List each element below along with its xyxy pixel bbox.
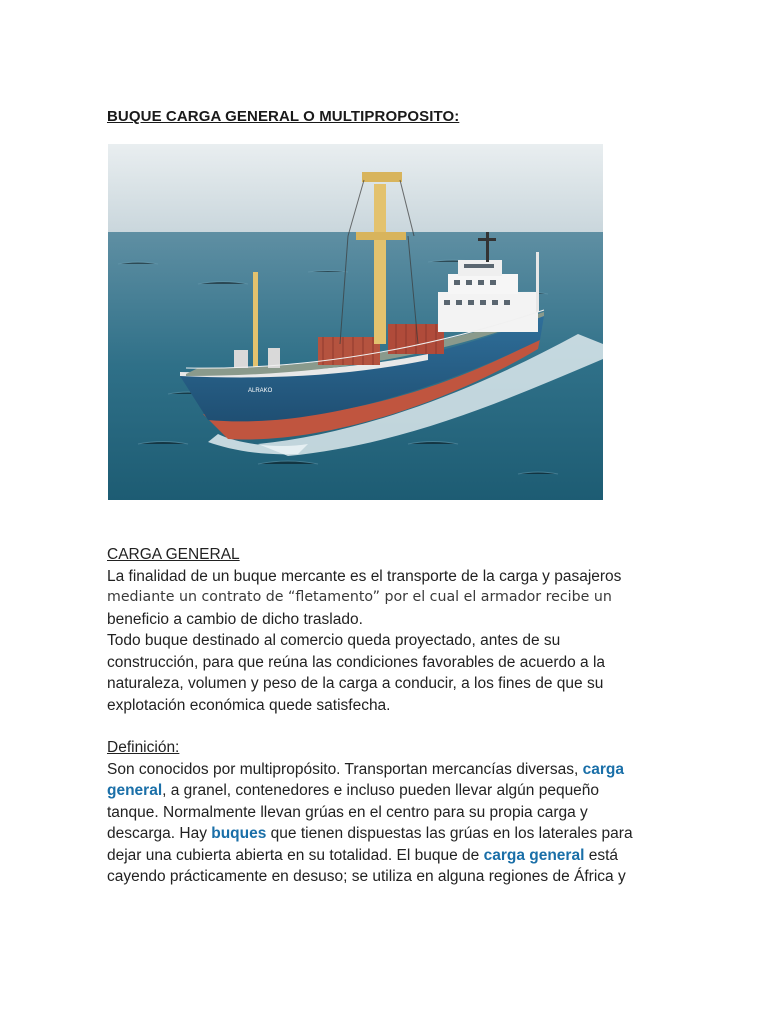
- paragraph-line: [107, 759, 687, 781]
- paragraph-line: naturaleza, volumen y peso de la carga a conducir, a los fines de que su: [107, 675, 604, 692]
- section-definicion: [107, 737, 687, 888]
- paragraph-line: [107, 780, 687, 802]
- paragraph-line: explotación económica quede satisfecha.: [107, 696, 391, 714]
- page-title: BUQUE CARGA GENERAL O MULTIPROPOSITO:: [107, 108, 460, 125]
- link-buques[interactable]: buques: [211, 825, 267, 842]
- text-run: dejar una cubierta abierta en su totalidad. El buque de: [107, 846, 484, 864]
- paragraph-line: [107, 823, 687, 845]
- text-run: está: [584, 846, 618, 864]
- paragraph-line: La finalidad de un buque mercante es el transporte de la carga y pasajeros: [107, 567, 622, 585]
- link-carga-general[interactable]: carga: [582, 760, 624, 778]
- paragraph-line: mediante un contrato de “fletamento” por el cual el armador recibe un: [107, 589, 612, 605]
- cargo-ship-photo: [108, 144, 603, 500]
- paragraph-line: cayendo prácticamente en desuso; se utiliza en alguna regiones de África y: [107, 868, 626, 885]
- ship-illustration: [108, 144, 603, 500]
- text-run: , a granel, contenedores e incluso pueden llevar algún pequeño: [162, 782, 600, 799]
- hull-name-label: ALRAKO: [248, 388, 273, 394]
- text-run: que tienen dispuestas las grúas en los laterales para: [266, 825, 633, 842]
- paragraph-line: [107, 845, 687, 867]
- paragraph-line: tanque. Normalmente llevan grúas en el centro para su propia carga y: [107, 803, 588, 821]
- paragraph-line: beneficio a cambio de dicho traslado.: [107, 610, 363, 628]
- section-heading: CARGA GENERAL: [107, 546, 240, 563]
- text-run: Son conocidos por multipropósito. Transportan mercancías diversas,: [107, 760, 583, 778]
- text-run: descarga. Hay: [107, 825, 212, 842]
- section-heading: Definición:: [107, 739, 180, 756]
- paragraph-line: construcción, para que reúna las condiciones favorables de acuerdo a la: [107, 653, 606, 671]
- link-carga-general[interactable]: carga general: [483, 846, 585, 864]
- paragraph-line: Todo buque destinado al comercio queda proyectado, antes de su: [107, 632, 561, 649]
- link-carga-general[interactable]: general: [107, 782, 163, 799]
- section-carga-general: [107, 544, 687, 716]
